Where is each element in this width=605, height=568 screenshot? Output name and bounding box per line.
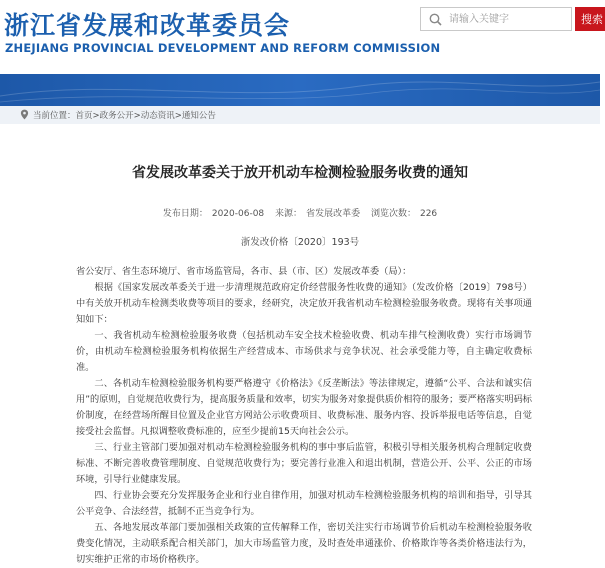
article-title: 省发展改革委关于放开机动车检测检验服务收费的通知	[132, 165, 468, 181]
document-number: 浙发改价格〔2020〕193号	[240, 237, 360, 248]
article-salutation: 省公安厅、省生态环境厅、省市场监管局，各市、县（市、区）发展改革委（局）：	[76, 266, 412, 277]
view-count-label: 浏览次数：	[370, 209, 416, 219]
site-title[interactable]: 浙江省发展和改革委员会	[4, 11, 291, 40]
site-title-english: ZHEJIANG PROVINCIAL DEVELOPMENT AND REFORM COMMISSION	[5, 41, 441, 55]
breadcrumb	[0, 106, 600, 124]
article-paragraph: 三、行业主管部门要加强对机动车检测检验服务机构的事中事后监管，积极引导相关服务机构合理制定收费标准、不断完善收费管理制度、自觉规范收费行为；要完善行业准入和退出机制，营造公开、公平、公正的市场环境，引导行业健康发展。	[76, 442, 532, 485]
view-count	[369, 209, 439, 219]
source-value: 省发展改革委	[306, 209, 361, 219]
header-banner	[0, 74, 600, 106]
publish-time-value: 2020-06-08	[211, 209, 265, 219]
article-paragraph: 一、我省机动车检测检验服务收费（包括机动车安全技术检验收费、机动车排气检测收费）实行市场调节价，由机动车检测检验服务机构依据生产经营成本、市场供求与竞争状况、社会承受能力等，自主确定收费标准。	[76, 330, 532, 373]
source-label: 来源：	[275, 209, 303, 219]
search-box[interactable]	[420, 7, 572, 31]
view-count-value: 226	[419, 209, 438, 219]
article-paragraph: 根据《国家发展改革委关于进一步清理规范政府定价经营服务性收费的通知》（发改价格〔2019〕798号）中有关放开机动车检测类收费等项目的要求，经研究，决定放开我省机动车检测检验服务收费。现将有关事项通知如下：	[76, 282, 532, 325]
search-input[interactable]	[449, 9, 569, 29]
article-paragraph: 五、各地发展改革部门要加强相关政策的宣传解释工作，密切关注实行市场调节价后机动车检测检验服务收费变化情况，主动联系配合相关部门，加大市场监管力度，及时查处串通涨价、价格欺诈等各类价格违法行为，切实维护正常的市场价格秩序。	[76, 522, 532, 565]
location-pin-icon	[19, 109, 30, 120]
source	[273, 209, 362, 219]
breadcrumb-text[interactable]: 当前位置：首页>政务公开>动态资讯>通知公告	[33, 111, 216, 121]
article-body	[76, 264, 532, 568]
article-meta	[0, 206, 600, 219]
search-icon	[429, 13, 442, 26]
article-paragraph: 四、行业协会要充分发挥服务企业和行业自律作用，加强对机动车检测检验服务机构的培训和指导，引导其公平竞争、合法经营，抵制不正当竞争行为。	[76, 490, 532, 517]
banner-decoration	[0, 74, 600, 106]
site-header	[0, 0, 603, 74]
publish-time-label: 发布日期：	[162, 209, 208, 219]
publish-time	[161, 209, 266, 219]
search-button[interactable]: 搜索	[575, 7, 605, 31]
article-paragraph: 二、各机动车检测检验服务机构要严格遵守《价格法》《反垄断法》等法律规定，遵循“公平、合法和诚实信用”的原则，自觉规范收费行为，提高服务质量和效率，切实为服务对象提供质价相符的服务；要严格落实明码标价制度，在经营场所醒目位置及企业官方网站公示收费项目、收费标准、服务内容、投诉举报电话等信息，自觉接受社会监督。凡拟调整收费标准的，应至少提前15天向社会公示。	[76, 378, 532, 437]
